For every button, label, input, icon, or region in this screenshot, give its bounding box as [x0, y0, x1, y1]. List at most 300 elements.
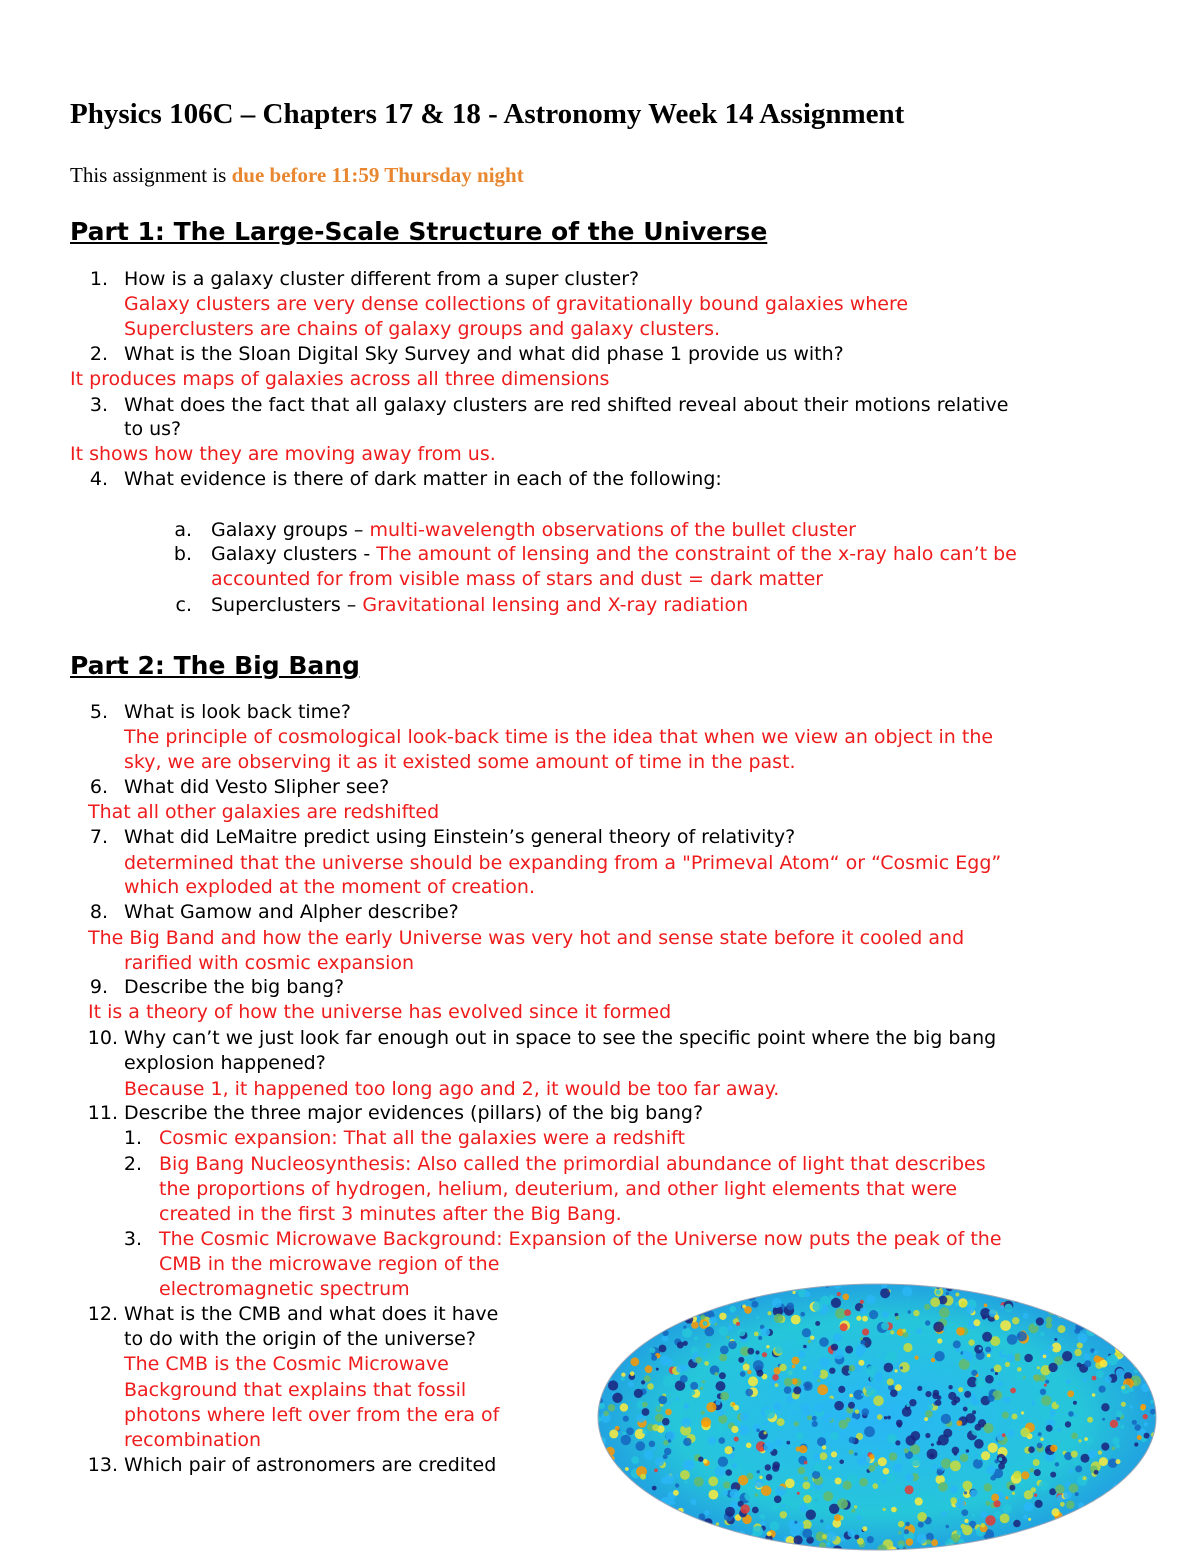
cmb-speckle [622, 1547, 625, 1550]
cmb-speckle [1039, 1549, 1044, 1553]
cmb-speckle [1076, 1322, 1085, 1331]
cmb-speckle [982, 1315, 986, 1319]
cmb-speckle [662, 1534, 668, 1540]
cmb-speckle [965, 1282, 971, 1286]
cmb-speckle [1084, 1302, 1091, 1309]
cmb-speckle [762, 1352, 767, 1357]
cmb-speckle [730, 1489, 740, 1499]
cmb-speckle [915, 1497, 923, 1505]
cmb-speckle [981, 1451, 990, 1460]
cmb-speckle [660, 1310, 669, 1319]
cmb-speckle [755, 1480, 763, 1488]
cmb-speckle [718, 1457, 728, 1467]
cmb-speckle [887, 1434, 897, 1444]
cmb-speckle [960, 1454, 968, 1462]
cmb-speckle [791, 1315, 801, 1325]
cmb-speckle [1121, 1425, 1125, 1429]
cmb-speckle [609, 1429, 618, 1438]
cmb-speckle [979, 1347, 982, 1350]
cmb-speckle [849, 1365, 855, 1371]
cmb-speckle [1006, 1282, 1010, 1285]
q12-answer-line2: Background that explains that fossil [124, 1379, 467, 1401]
cmb-speckle [618, 1512, 625, 1519]
q4b-label: Galaxy clusters - [211, 543, 377, 565]
cmb-speckle [971, 1370, 977, 1376]
cmb-speckle [953, 1340, 961, 1348]
cmb-speckle [760, 1514, 765, 1519]
cmb-speckle [917, 1534, 927, 1544]
cmb-speckle [704, 1510, 709, 1515]
cmb-speckle [1135, 1474, 1141, 1480]
q3-text-line2: to us? [124, 418, 182, 440]
cmb-speckle [775, 1345, 784, 1354]
cmb-speckle [995, 1372, 998, 1375]
cmb-speckle [1092, 1376, 1097, 1381]
cmb-speckle [1131, 1510, 1141, 1520]
cmb-speckle [646, 1302, 650, 1306]
cmb-speckle [794, 1535, 803, 1544]
cmb-speckle [857, 1515, 862, 1520]
cmb-speckle [984, 1483, 992, 1491]
cmb-speckle [1107, 1354, 1118, 1365]
cmb-speckle [1075, 1492, 1079, 1496]
cmb-speckle [599, 1296, 607, 1304]
cmb-speckle [603, 1456, 606, 1459]
cmb-speckle [1055, 1462, 1059, 1466]
cmb-speckle [772, 1298, 782, 1308]
cmb-speckle [642, 1317, 645, 1320]
cmb-speckle [1119, 1294, 1124, 1299]
cmb-speckle [614, 1336, 619, 1341]
q6-number: 6. [89, 776, 108, 798]
cmb-speckle [859, 1478, 868, 1487]
cmb-speckle [862, 1526, 867, 1531]
cmb-speckle [725, 1469, 732, 1476]
cmb-speckle [741, 1282, 745, 1285]
cmb-speckle [835, 1308, 846, 1319]
cmb-speckle [1065, 1421, 1071, 1427]
cmb-speckle [621, 1294, 628, 1301]
cmb-speckle [946, 1283, 954, 1291]
cmb-speckle [985, 1375, 994, 1384]
cmb-speckle [933, 1322, 944, 1333]
cmb-speckle [1077, 1421, 1082, 1426]
cmb-speckle [673, 1490, 679, 1496]
cmb-speckle [643, 1296, 647, 1300]
cmb-speckle [1035, 1500, 1043, 1508]
cmb-speckle [1125, 1508, 1132, 1515]
cmb-speckle [1073, 1401, 1077, 1405]
cmb-speckle [1138, 1536, 1145, 1543]
cmb-speckle [683, 1460, 693, 1470]
cmb-speckle [1023, 1286, 1034, 1297]
cmb-speckle [756, 1370, 763, 1377]
cmb-speckle [849, 1437, 856, 1444]
q11-p1-text: Cosmic expansion: That all the galaxies were a redshift [159, 1127, 685, 1149]
cmb-speckle [905, 1485, 914, 1494]
cmb-speckle [898, 1531, 901, 1534]
cmb-speckle [906, 1473, 914, 1481]
cmb-speckle [635, 1303, 643, 1311]
cmb-speckle [652, 1447, 656, 1451]
q11-number: 11. [87, 1102, 118, 1124]
cmb-speckle [983, 1423, 993, 1433]
cmb-speckle [1100, 1295, 1106, 1301]
cmb-speckle [1142, 1531, 1150, 1539]
cmb-speckle [706, 1402, 716, 1412]
cmb-speckle [1130, 1405, 1134, 1409]
cmb-speckle [651, 1355, 657, 1361]
cmb-speckle [813, 1369, 821, 1377]
cmb-speckle [725, 1446, 733, 1454]
cmb-speckle [596, 1534, 603, 1544]
cmb-speckle [728, 1288, 736, 1296]
q4c-label: Superclusters – [211, 594, 363, 616]
cmb-speckle [641, 1380, 645, 1384]
cmb-speckle [1141, 1481, 1147, 1487]
cmb-speckle [1141, 1300, 1145, 1304]
cmb-speckle [733, 1375, 736, 1378]
cmb-speckle [898, 1544, 903, 1549]
cmb-speckle [905, 1522, 910, 1527]
cmb-speckle [873, 1396, 884, 1407]
cmb-speckle [628, 1539, 639, 1550]
cmb-speckle [655, 1457, 664, 1466]
q8-number: 8. [89, 901, 108, 923]
q10-text-line1: Why can’t we just look far enough out in space to see the specific point where the big bang [124, 1027, 997, 1049]
q9-text: Describe the big bang? [124, 976, 345, 998]
cmb-speckle [823, 1491, 833, 1501]
q4b-letter: b. [173, 543, 192, 565]
cmb-speckle [1013, 1520, 1021, 1528]
cmb-speckle [1131, 1308, 1140, 1317]
cmb-speckle [717, 1545, 726, 1552]
cmb-speckle [873, 1374, 882, 1383]
cmb-speckle [939, 1307, 950, 1318]
cmb-speckle [1137, 1435, 1142, 1440]
cmb-speckle [652, 1486, 657, 1491]
cmb-speckle [1131, 1533, 1137, 1539]
cmb-speckle [1102, 1285, 1108, 1291]
cmb-speckle [731, 1426, 738, 1433]
cmb-speckle [617, 1522, 628, 1533]
cmb-speckle [777, 1418, 785, 1426]
cmb-speckle [884, 1355, 890, 1361]
cmb-speckle [1115, 1331, 1124, 1340]
cmb-speckle [632, 1514, 641, 1523]
cmb-speckle [1081, 1454, 1090, 1463]
cmb-speckle [774, 1314, 783, 1323]
cmb-speckle [614, 1282, 619, 1285]
cmb-speckle [881, 1362, 884, 1365]
cmb-speckle [1083, 1378, 1087, 1382]
cmb-speckle [1083, 1535, 1087, 1539]
cmb-speckle [820, 1327, 824, 1331]
cmb-speckle [998, 1382, 1003, 1387]
cmb-speckle [622, 1544, 631, 1552]
cmb-speckle [607, 1298, 615, 1306]
cmb-speckle [675, 1483, 679, 1487]
cmb-speckle [723, 1292, 726, 1295]
cmb-speckle [848, 1402, 855, 1409]
cmb-speckle [663, 1454, 668, 1459]
cmb-speckle [614, 1523, 621, 1530]
cmb-speckle [1040, 1409, 1051, 1420]
cmb-speckle [650, 1543, 658, 1551]
cmb-speckle [647, 1321, 658, 1332]
cmb-speckle [683, 1533, 686, 1536]
cmb-speckle [792, 1291, 795, 1294]
cmb-speckle [612, 1466, 622, 1476]
cmb-speckle [1138, 1534, 1144, 1540]
cmb-speckle [695, 1357, 702, 1364]
cmb-speckle [1074, 1314, 1080, 1320]
cmb-speckle [855, 1410, 859, 1414]
cmb-speckle [869, 1454, 874, 1459]
cmb-speckle [1134, 1370, 1137, 1373]
cmb-speckle [896, 1420, 903, 1427]
cmb-speckle [1106, 1303, 1115, 1312]
cmb-speckle [924, 1417, 928, 1421]
cmb-speckle [861, 1393, 864, 1396]
cmb-speckle [659, 1345, 667, 1353]
q6-text: What did Vesto Slipher see? [124, 776, 390, 798]
cmb-speckle [817, 1437, 826, 1446]
cmb-speckle [772, 1464, 779, 1471]
cmb-speckle [794, 1421, 799, 1426]
cmb-speckle [964, 1491, 967, 1494]
cmb-speckle [778, 1282, 782, 1286]
cmb-speckle [655, 1323, 661, 1329]
cmb-speckle [840, 1432, 845, 1437]
cmb-speckle [610, 1471, 618, 1479]
cmb-speckle [1129, 1340, 1140, 1351]
cmb-speckle [1023, 1502, 1032, 1511]
cmb-speckle [1111, 1295, 1119, 1303]
cmb-speckle [884, 1416, 887, 1419]
cmb-speckle [681, 1527, 685, 1531]
cmb-speckle [1000, 1305, 1004, 1309]
cmb-speckle [1134, 1318, 1139, 1323]
cmb-speckle [679, 1539, 687, 1547]
cmb-speckle [659, 1510, 668, 1519]
cmb-speckle [981, 1523, 986, 1528]
cmb-speckle [834, 1514, 841, 1521]
cmb-speckle [856, 1316, 861, 1321]
cmb-speckle [1023, 1514, 1028, 1519]
cmb-speckle [642, 1429, 647, 1434]
cmb-speckle [837, 1292, 841, 1296]
cmb-speckle [662, 1519, 666, 1523]
cmb-speckle [837, 1498, 848, 1509]
cmb-speckle [906, 1538, 914, 1546]
cmb-speckle [652, 1317, 659, 1324]
cmb-speckle [948, 1385, 952, 1389]
cmb-speckle [1056, 1309, 1065, 1318]
cmb-speckle [796, 1432, 804, 1440]
cmb-speckle [1061, 1539, 1066, 1544]
cmb-speckle [1043, 1533, 1048, 1538]
q12-text-line2: to do with the origin of the universe? [124, 1328, 476, 1350]
cmb-speckle [662, 1418, 670, 1426]
cmb-speckle [681, 1518, 687, 1524]
cmb-speckle [1078, 1439, 1081, 1442]
cmb-speckle [706, 1343, 711, 1348]
cmb-speckle [905, 1322, 914, 1331]
cmb-speckle [946, 1525, 949, 1528]
cmb-speckle [1046, 1322, 1052, 1328]
cmb-speckle [682, 1328, 692, 1338]
cmb-speckle [596, 1474, 602, 1483]
cmb-speckle [925, 1410, 933, 1418]
cmb-speckle [665, 1409, 672, 1416]
cmb-speckle [730, 1306, 737, 1313]
cmb-speckle [1061, 1536, 1070, 1545]
cmb-speckle [709, 1317, 717, 1325]
cmb-speckle [744, 1306, 752, 1314]
cmb-speckle [758, 1336, 762, 1340]
q12-number: 12. [87, 1303, 118, 1325]
cmb-speckle [1119, 1332, 1129, 1342]
cmb-speckle [1051, 1549, 1056, 1552]
cmb-speckle [1078, 1293, 1085, 1300]
cmb-speckle [916, 1328, 922, 1334]
cmb-speckle [938, 1482, 948, 1492]
cmb-speckle [1134, 1442, 1138, 1446]
cmb-speckle [643, 1532, 652, 1541]
cmb-speckle [1000, 1320, 1011, 1331]
cmb-speckle [716, 1422, 727, 1433]
cmb-speckle [948, 1339, 953, 1344]
cmb-speckle [1140, 1491, 1150, 1501]
cmb-speckle [603, 1518, 612, 1527]
cmb-speckle [991, 1494, 999, 1502]
cmb-speckle [782, 1331, 789, 1338]
cmb-speckle [660, 1320, 666, 1326]
cmb-speckle [734, 1437, 739, 1442]
cmb-speckle [1121, 1500, 1130, 1509]
cmb-speckle [916, 1323, 922, 1329]
cmb-speckle [1086, 1303, 1090, 1307]
cmb-speckle [1075, 1533, 1081, 1539]
q12-answer-line1: The CMB is the Cosmic Microwave [124, 1353, 449, 1375]
cmb-speckle [677, 1342, 684, 1349]
cmb-speckle [684, 1403, 689, 1408]
cmb-speckle [858, 1360, 864, 1366]
part2-heading: Part 2: The Big Bang [70, 651, 360, 680]
q11-p3-text-line2: CMB in the microwave region of the [159, 1253, 500, 1275]
cmb-speckle [715, 1466, 726, 1477]
q4b-answer-line2: accounted for from visible mass of stars and dust = dark matter [211, 568, 824, 590]
cmb-speckle [854, 1535, 859, 1540]
cmb-speckle [624, 1488, 629, 1493]
cmb-speckle [1000, 1514, 1010, 1524]
cmb-speckle [839, 1460, 844, 1465]
cmb-speckle [787, 1303, 795, 1311]
cmb-speckle [1137, 1468, 1141, 1472]
q8-answer-line1: The Big Band and how the early Universe was very hot and sense state before it cooled and [88, 927, 965, 949]
q3-text-line1: What does the fact that all galaxy clusters are red shifted reveal about their motions relative [124, 394, 1009, 416]
cmb-speckle [694, 1336, 698, 1340]
cmb-speckle [803, 1495, 812, 1504]
cmb-speckle [1143, 1326, 1147, 1330]
cmb-speckle [984, 1304, 988, 1308]
cmb-speckle [1034, 1374, 1042, 1382]
cmb-speckle [1084, 1437, 1088, 1441]
cmb-speckle [1002, 1433, 1006, 1437]
q4a-letter: a. [174, 519, 192, 541]
cmb-speckle [759, 1476, 762, 1479]
cmb-speckle [1071, 1433, 1078, 1440]
cmb-speckle [628, 1503, 632, 1507]
cmb-speckle [1010, 1288, 1018, 1296]
q10-answer: Because 1, it happened too long ago and 2, it would be too far away. [124, 1078, 780, 1100]
cmb-speckle [711, 1535, 716, 1540]
cmb-speckle [935, 1400, 941, 1406]
cmb-speckle [1100, 1290, 1109, 1299]
cmb-speckle [962, 1525, 972, 1535]
cmb-speckle [794, 1521, 797, 1524]
cmb-speckle [764, 1442, 775, 1453]
cmb-speckle [1131, 1477, 1139, 1485]
q4-number: 4. [89, 468, 108, 490]
cmb-speckle [994, 1315, 999, 1320]
q11-p2-text-line3: created in the first 3 minutes after the Big Bang. [159, 1203, 622, 1225]
cmb-speckle [1112, 1437, 1119, 1444]
cmb-speckle [798, 1467, 806, 1475]
cmb-speckle [664, 1545, 668, 1549]
cmb-speckle [862, 1408, 870, 1416]
cmb-speckle [1003, 1504, 1012, 1513]
cmb-speckle [950, 1461, 961, 1472]
cmb-speckle [625, 1467, 629, 1471]
cmb-speckle [647, 1535, 656, 1544]
cmb-speckle [639, 1525, 642, 1528]
cmb-speckle [597, 1314, 606, 1323]
cmb-speckle [963, 1407, 968, 1412]
q2-number: 2. [89, 343, 108, 365]
cmb-speckle [1021, 1471, 1029, 1479]
cmb-speckle [810, 1336, 814, 1340]
cmb-speckle [728, 1325, 733, 1330]
cmb-speckle [1007, 1354, 1015, 1362]
cmb-speckle [895, 1369, 898, 1372]
q7-number: 7. [89, 826, 108, 848]
cmb-speckle [1060, 1502, 1065, 1507]
cmb-speckle [1102, 1418, 1105, 1421]
cmb-speckle [780, 1511, 787, 1518]
cmb-speckle [803, 1345, 807, 1349]
cmb-speckle [1094, 1350, 1098, 1354]
cmb-speckle [891, 1507, 897, 1513]
cmb-speckle [784, 1386, 792, 1394]
cmb-speckle [694, 1477, 704, 1487]
cmb-speckle [1126, 1308, 1131, 1313]
cmb-speckle [756, 1470, 760, 1474]
cmb-speckle [941, 1458, 951, 1468]
cmb-speckle [868, 1465, 875, 1472]
q1-answer-line2: Superclusters are chains of galaxy groups and galaxy clusters. [124, 318, 721, 340]
cmb-speckle [709, 1490, 719, 1500]
cmb-speckle [1047, 1543, 1058, 1552]
cmb-speckle [858, 1460, 863, 1465]
cmb-speckle [993, 1286, 1000, 1293]
cmb-speckle [720, 1346, 729, 1355]
cmb-speckle [994, 1500, 1001, 1507]
cmb-speckle [1049, 1434, 1053, 1438]
cmb-speckle [715, 1400, 720, 1405]
cmb-speckle [950, 1497, 957, 1504]
